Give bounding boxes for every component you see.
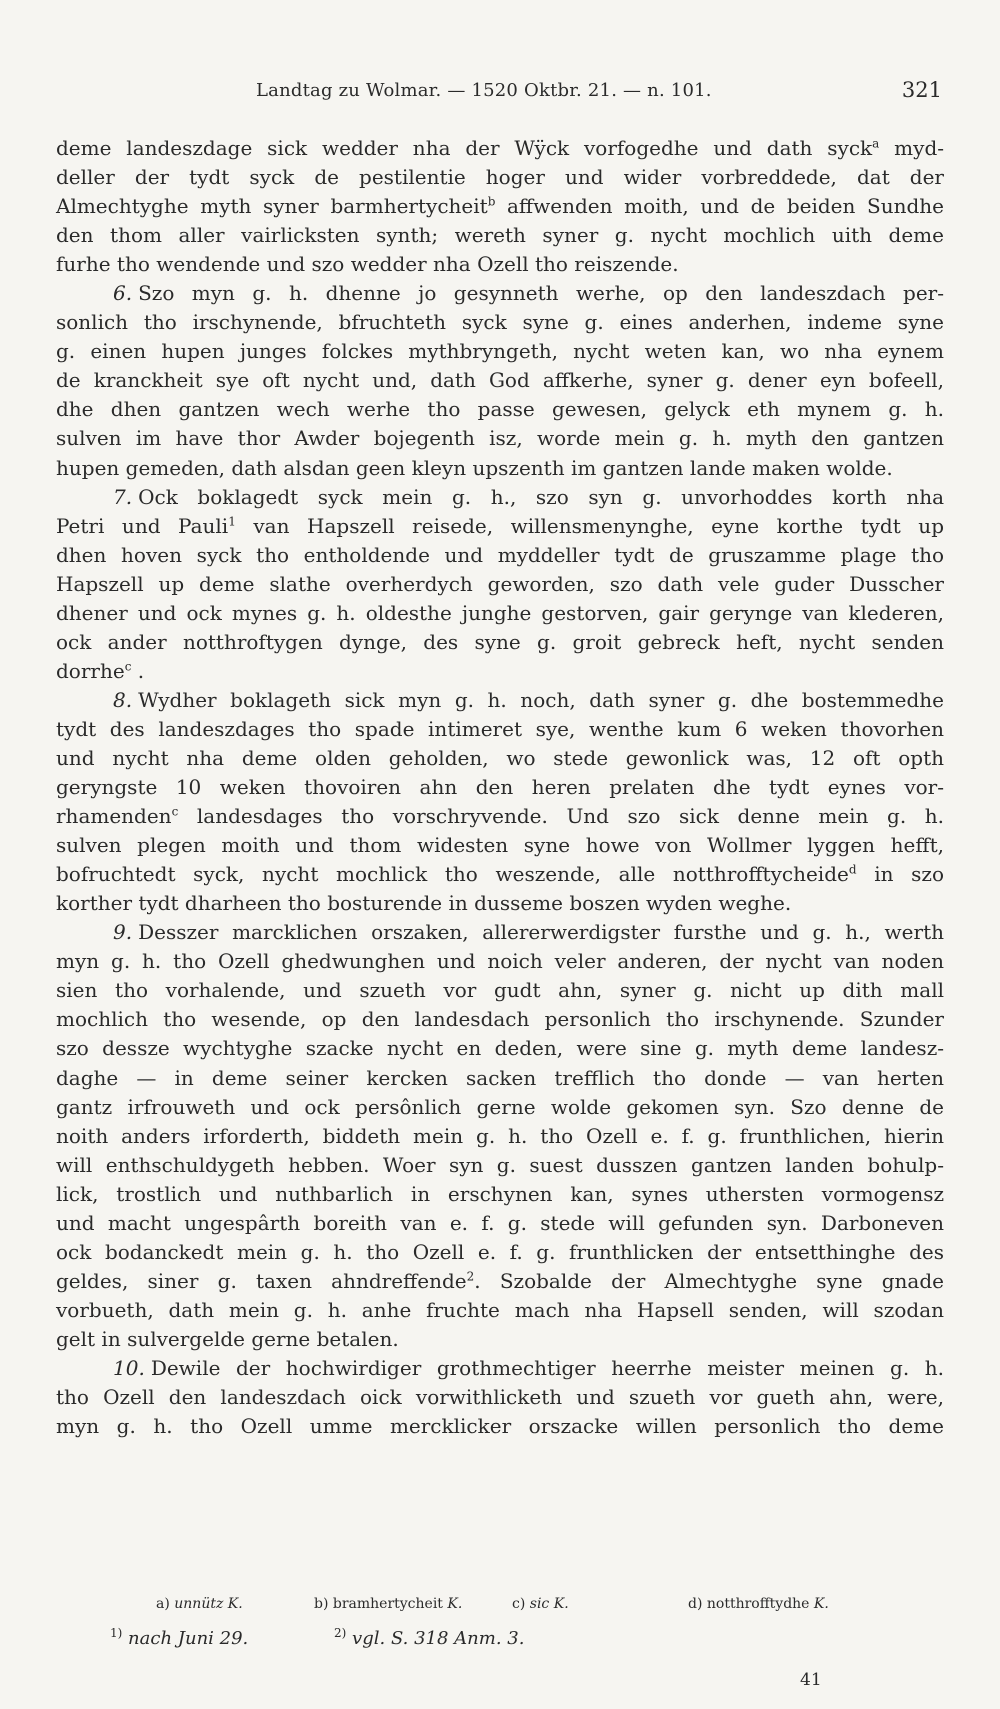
- main-text: [56, 134, 944, 1441]
- paragraph-number: 6.: [113, 281, 133, 306]
- text-line: vorbueth, dath mein g. h. anhe fruchte mach nha Hapsell senden, will szodan: [56, 1297, 944, 1322]
- text-line: Petri und Pauli$^1$ van Hapszell reisede, willensmenynghe, eyne korthe tydt up: [56, 513, 944, 538]
- footnote-b: b) bramhertycheit K.: [314, 1596, 463, 1612]
- text-line: de kranckheit sye oft nycht und, dath God affkerhe, syner g. dener eyn bofeell,: [56, 368, 944, 393]
- text-line: rhamenden$^c$ landesdages tho vorschryvende. Und szo sick denne mein g. h.: [56, 804, 944, 829]
- text-line: 7. Ock boklagedt syck mein g. h., szo syn g. unvorhoddes korth nha: [113, 484, 944, 509]
- text-line: hupen gemeden, dath alsdan geen kleyn upszenth im gantzen lande maken wolde.: [56, 455, 893, 480]
- text-line: und macht ungespârth boreith van e. f. g. stede will gefunden syn. Darboneven: [56, 1210, 944, 1235]
- text-line: tho Ozell den landeszdach oick vorwithlicketh und szueth vor gueth ahn, were,: [56, 1385, 944, 1410]
- explanatory-footnotes: [56, 1628, 944, 1656]
- text-line: Hapszell up deme slathe overherdych geworden, szo dath vele guder Dusscher: [56, 571, 944, 596]
- footnote-2: $^{2)}$ vgl. S. 318 Anm. 3.: [334, 1626, 525, 1649]
- text-line: will enthschuldygeth hebben. Woer syn g. suest dusszen gantzen landen bohulp-: [56, 1152, 944, 1177]
- footnote-a: a) unnütz K.: [156, 1596, 243, 1612]
- footnote-marker: d: [848, 862, 857, 877]
- text-line: sonlich tho irschynende, bfruchteth syck syne g. eines anderhen, indeme syne: [56, 310, 944, 335]
- footnote-d: d) notthrofftydhe K.: [688, 1596, 829, 1612]
- text-line: sulven im have thor Awder bojegenth isz, worde mein g. h. myth den gantzen: [56, 426, 944, 451]
- text-line: dhener und ock mynes g. h. oldesthe junghe gestorven, gair gerynge van klederen,: [56, 600, 944, 625]
- text-line: sulven plegen moith und thom widesten syne howe von Wollmer lyggen hefft,: [56, 833, 944, 858]
- running-head: Landtag zu Wolmar. — 1520 Oktbr. 21. — n. 101.: [256, 80, 712, 101]
- text-line: gelt in sulvergelde gerne betalen.: [56, 1326, 399, 1351]
- text-line: noith anders irforderth, biddeth mein g. h. tho Ozell e. f. g. frunthlichen, hierin: [56, 1123, 944, 1148]
- footnote-marker: 1: [228, 513, 236, 528]
- text-line: furhe tho wendende und szo wedder nha Ozell tho reiszende.: [56, 252, 679, 277]
- text-line: 8. Wydher boklageth sick myn g. h. noch, dath syner g. dhe bostemmedhe: [113, 687, 944, 712]
- signature-mark: 41: [800, 1670, 822, 1690]
- text-line: szo dessze wychtyghe szacke nycht en deden, were sine g. myth deme landesz-: [56, 1036, 944, 1061]
- text-line: g. einen hupen junges folckes mythbryngeth, nycht weten kan, wo nha eynem: [56, 339, 944, 364]
- paragraph-number: 9.: [113, 920, 133, 945]
- page-header: [56, 76, 944, 110]
- text-line: Almechtyghe myth syner barmhertycheit$^b$ affwenden moith, und de beiden Sundhe: [56, 194, 944, 219]
- text-line: daghe — in deme seiner kercken sacken trefflich tho donde — van herten: [56, 1065, 944, 1090]
- text-line: 10. Dewile der hochwirdiger grothmechtiger heerrhe meister meinen g. h.: [113, 1355, 944, 1380]
- footnote-marker: 2: [466, 1269, 475, 1284]
- footnote-marker: a: [872, 136, 880, 151]
- text-line: bofruchtedt syck, nycht mochlick tho weszende, alle notthrofftycheide$^d$ in szo: [56, 862, 944, 887]
- footnote-1: $^{1)}$ nach Juni 29.: [110, 1626, 249, 1649]
- text-line: dorrhe$^c$ .: [56, 658, 145, 683]
- text-line: und nycht nha deme olden geholden, wo stede gewonlick was, 12 oft opth: [56, 745, 944, 770]
- text-line: korther tydt dharheen tho bosturende in dusseme boszen wyden weghe.: [56, 891, 792, 916]
- page-number: 321: [901, 78, 942, 102]
- paragraph-number: 8.: [113, 687, 133, 712]
- text-line: geryngste 10 weken thovoiren ahn den heren prelaten dhe tydt eynes vor-: [56, 775, 944, 800]
- text-line: myn g. h. tho Ozell umme mercklicker orszacke willen personlich tho deme: [56, 1414, 944, 1439]
- footnote-marker: c: [171, 804, 179, 819]
- text-line: deller der tydt syck de pestilentie hoger und wider vorbreddede, dat der: [56, 165, 944, 190]
- text-line: den thom aller vairlicksten synth; wereth syner g. nycht mochlich uith deme: [56, 223, 944, 248]
- text-line: 9. Desszer marcklichen orszaken, allererwerdigster fursthe und g. h., werth: [113, 920, 944, 945]
- text-line: dhen hoven syck tho entholdende und myddeller tydt de gruszamme plage tho: [56, 542, 944, 567]
- text-line: 6. Szo myn g. h. dhenne jo gesynneth werhe, op den landeszdach per-: [113, 281, 944, 306]
- text-line: lick, trostlich und nuthbarlich in erschynen kan, synes uthersten vormogensz: [56, 1181, 944, 1206]
- text-line: ock ander notthroftygen dynge, des syne g. groit gebreck heft, nycht senden: [56, 629, 944, 654]
- text-line: dhe dhen gantzen wech werhe tho passe gewesen, gelyck eth mynem g. h.: [56, 397, 944, 422]
- text-line: deme landeszdage sick wedder nha der Wÿck vorfogedhe und dath syck$^a$ myd-: [56, 136, 945, 160]
- text-line: mochlich tho wesende, op den landesdach personlich tho irschynende. Szunder: [56, 1007, 944, 1032]
- text-line: myn g. h. tho Ozell ghedwunghen und noich veler anderen, der nycht van noden: [56, 949, 944, 974]
- text-line: tydt des landeszdages tho spade intimeret sye, wenthe kum 6 weken thovorhen: [56, 716, 944, 741]
- text-line: sien tho vorhalende, und szueth vor gudt ahn, syner g. nicht up dith mall: [56, 978, 944, 1003]
- footnote-c: c) sic K.: [512, 1596, 569, 1612]
- paragraph-number: 7.: [113, 484, 133, 509]
- text-line: geldes, siner g. taxen ahndreffende$^2$. Szobalde der Almechtyghe syne gnade: [56, 1268, 944, 1293]
- footnote-marker: c: [124, 659, 132, 674]
- text-line: ock bodanckedt mein g. h. tho Ozell e. f. g. frunthlicken der entsetthinghe des: [56, 1239, 944, 1264]
- paragraph-number: 10.: [113, 1355, 145, 1380]
- text-critical-footnotes: [56, 1596, 944, 1620]
- text-line: gantz irfrouweth und ock persônlich gerne wolde gekomen syn. Szo denne de: [56, 1094, 944, 1119]
- footnote-marker: b: [487, 194, 496, 209]
